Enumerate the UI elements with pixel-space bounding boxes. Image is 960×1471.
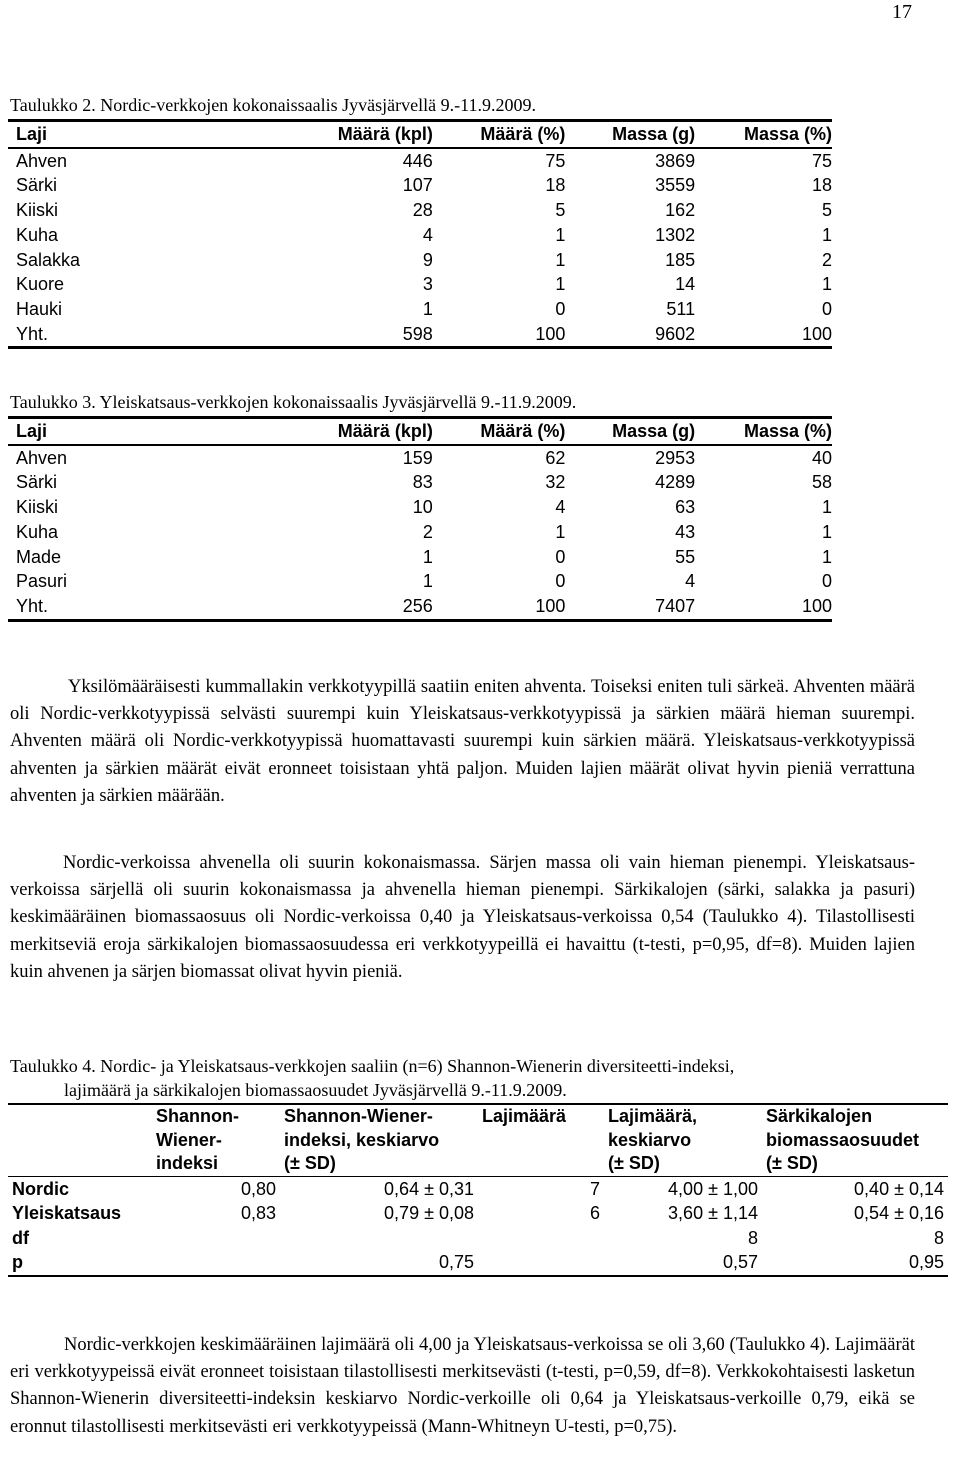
cell: 1: [555, 521, 566, 542]
header-line: indeksi: [156, 1153, 219, 1173]
cell: 100: [535, 595, 566, 616]
cell: 10: [412, 497, 433, 518]
cell: 28: [412, 200, 433, 221]
col-header-maara-kpl: Määrä (kpl): [337, 421, 433, 441]
cell-species: Kiiski: [16, 200, 59, 221]
table4: [8, 1103, 948, 1277]
cell: 3559: [655, 175, 696, 196]
cell: 18: [811, 175, 832, 196]
cell: 55: [675, 546, 696, 567]
col-header-lajimaara-mean: [604, 1104, 762, 1176]
col-header-massa-pct: Massa (%): [743, 421, 832, 441]
cell: 0,40 ± 0,14: [854, 1178, 944, 1199]
cell: 8: [747, 1227, 758, 1248]
cell: 63: [675, 497, 696, 518]
cell: 0: [555, 546, 566, 567]
cell-species: Yht.: [16, 595, 49, 616]
body-paragraph: Yksilömääräisesti kummallakin verkkotyypillä saatiin eniten ahventa. Toiseksi eniten tuli särkeä. Ahventen määrä oli Nordic-verkkotyypissä selvästi suurempi kuin Yleiskatsaus-verkkotyypissä ja särkien määrä hieman suurempi. Ahventen määrä oli Nordic-verkkotyypissä huomattavasti suurempi kuin särkien määrä. Yleiskatsaus-verkkotyypissä ahventen ja särkien määrät eivät eronneet toisistaan yhtä paljon. Muiden lajien määrät olivat hyvin pieniä verrattuna ahventen ja särkien määrään.: [10, 677, 915, 806]
table-row: [8, 173, 832, 198]
cell: 5: [555, 200, 566, 221]
col-header-sarkikalat: [762, 1104, 948, 1176]
cell: 0,54 ± 0,16: [854, 1203, 944, 1223]
table-row: [8, 1201, 948, 1226]
cell: 18: [545, 175, 566, 196]
cell: 6: [589, 1203, 600, 1223]
cell: 1302: [655, 224, 696, 245]
cell: 256: [402, 595, 433, 616]
table3: [8, 416, 832, 622]
table3-caption: Taulukko 3. Yleiskatsaus-verkkojen kokonaissaalis Jyväsjärvellä 9.-11.9.2009.: [10, 392, 577, 412]
table-row: [8, 1250, 948, 1276]
table2-caption: Taulukko 2. Nordic-verkkojen kokonaissaalis Jyväsjärvellä 9.-11.9.2009.: [10, 95, 536, 115]
cell: 9: [422, 249, 433, 270]
cell: 8: [933, 1227, 944, 1248]
cell: 43: [675, 521, 696, 542]
col-header-maara-pct: Määrä (%): [480, 421, 566, 441]
cell: 0: [555, 571, 566, 592]
table-row: [8, 470, 832, 495]
col-header-maara-kpl: Määrä (kpl): [337, 124, 433, 144]
table4-caption-line2: lajimäärä ja särkikalojen biomassaosuudet Jyväsjärvellä 9.-11.9.2009.: [64, 1080, 567, 1100]
row-label: df: [12, 1227, 29, 1248]
cell: 4: [685, 571, 696, 592]
cell: 159: [402, 447, 433, 468]
col-header-massa-g: Massa (g): [612, 124, 696, 144]
cell: 3,60 ± 1,14: [668, 1203, 758, 1223]
cell: 1: [422, 546, 433, 567]
cell: 0,95: [908, 1252, 944, 1272]
cell: 0,75: [438, 1252, 474, 1272]
cell: 185: [665, 249, 696, 270]
header-line: Wiener-: [156, 1129, 222, 1150]
body-paragraph: Nordic-verkkojen keskimääräinen lajimäärä oli 4,00 ja Yleiskatsaus-verkoissa se oli 3,60 (Taulukko 4). Lajimäärät eri verkkotyypeissä eivät eronneet toisistaan tilastollisesti merkitsevästi (t-testi, p=0,59, df=8). Verkkokohtaisesti lasketun Shannon-Wienerin diversiteetti-indeksin keskiarvo Nordic-verkoille oli 0,64 ja Yleiskatsaus-verkoille 0,79, eikä se eronnut tilastollisesti merkitsevästi eri verkkotyypeissä (Mann-Whitneyn U-testi, p=0,75).: [10, 1335, 915, 1437]
cell: 511: [666, 298, 696, 319]
cell: 1: [821, 546, 832, 567]
cell: 2: [821, 249, 832, 270]
col-header-massa-pct: Massa (%): [743, 124, 832, 144]
cell: 5: [821, 200, 832, 221]
header-line: (± SD): [284, 1153, 336, 1173]
cell-species: Salakka: [16, 249, 81, 270]
cell: 100: [801, 323, 832, 344]
cell: [478, 1250, 604, 1276]
table-row: [8, 520, 832, 545]
cell: 162: [665, 200, 696, 221]
cell: 7407: [655, 595, 696, 616]
cell: 0: [821, 298, 832, 319]
table-row: [8, 198, 832, 223]
table4-header-row: [8, 1104, 948, 1176]
cell: 2953: [655, 447, 696, 468]
cell: 2: [422, 521, 433, 542]
cell: 0,80: [240, 1178, 276, 1199]
body-paragraph: Nordic-verkoissa ahvenella oli suurin kokonaismassa. Särjen massa oli vain hieman pienempi. Yleiskatsaus-verkoissa särjellä oli suurin kokonaismassa ja ahvenella hieman pienempi. Särkikalojen (särki, salakka ja pasuri) keskimääräinen biomassaosuus oli Nordic-verkoissa 0,40 ja Yleiskatsaus-verkoissa 0,54 (Taulukko 4). Tilastollisesti merkitseviä eroja särkikalojen biomassaosuudessa eri verkkotyypeillä ei havaittu (t-testi, p=0,95, df=8). Muiden lajien kuin ahvenen ja särjen biomassat olivat hyvin pieniä.: [10, 853, 915, 982]
cell-species: Kuha: [16, 224, 59, 245]
cell: 40: [811, 447, 832, 468]
cell: 4,00 ± 1,00: [668, 1178, 758, 1199]
cell: 3869: [655, 150, 696, 171]
col-header-massa-g: Massa (g): [612, 421, 696, 441]
cell-species: Yht.: [16, 323, 49, 344]
cell: [152, 1226, 280, 1251]
cell: 100: [801, 595, 832, 616]
cell-species: Ahven: [16, 150, 68, 171]
col-header-laji: Laji: [16, 124, 48, 144]
cell: 0: [821, 571, 832, 592]
header-line: Särkikalojen: [766, 1106, 873, 1126]
cell: [152, 1250, 280, 1276]
header-line: Lajimäärä,: [608, 1106, 698, 1126]
cell: 1: [821, 497, 832, 518]
cell: 4: [555, 497, 566, 518]
cell-species: Kuha: [16, 521, 59, 542]
cell-species: Särki: [16, 472, 58, 493]
cell: 0: [555, 298, 566, 319]
cell: 0,83: [240, 1203, 276, 1223]
cell: 100: [535, 323, 566, 344]
header-line: Shannon-: [156, 1106, 239, 1126]
cell: 75: [545, 150, 566, 171]
col-header-shannon-wiener-mean: [280, 1104, 478, 1176]
table-row: [8, 445, 832, 471]
header-line: (± SD): [608, 1153, 660, 1173]
table-row: [8, 272, 832, 297]
header-line: biomassaosuudet: [766, 1129, 920, 1150]
table-row: [8, 1176, 948, 1201]
header-line: Shannon-Wiener-: [284, 1106, 433, 1126]
header-line: (± SD): [766, 1153, 818, 1173]
cell: 1: [422, 298, 433, 319]
cell: 0,57: [722, 1252, 758, 1272]
cell: 14: [675, 274, 696, 295]
cell: 75: [811, 150, 832, 171]
table-row: [8, 223, 832, 248]
cell: 1: [555, 274, 566, 295]
table-row: [8, 569, 832, 594]
cell: 4: [422, 224, 433, 245]
cell: 3: [422, 274, 433, 295]
header-line: keskiarvo: [608, 1129, 692, 1150]
table-total-row: [8, 322, 832, 348]
cell-species: Kiiski: [16, 497, 59, 518]
cell: 32: [545, 472, 566, 493]
table-row: [8, 545, 832, 570]
cell: 9602: [655, 323, 696, 344]
cell: 1: [821, 521, 832, 542]
cell: 0,64 ± 0,31: [384, 1178, 474, 1199]
cell-species: Ahven: [16, 447, 68, 468]
col-header-maara-pct: Määrä (%): [480, 124, 566, 144]
cell-species: Made: [16, 546, 62, 567]
header-line: Lajimäärä: [482, 1106, 567, 1126]
cell: 4289: [655, 472, 696, 493]
cell: 58: [811, 472, 832, 493]
cell: 1: [555, 249, 566, 270]
cell: 1: [821, 274, 832, 295]
row-label: Nordic: [12, 1178, 70, 1199]
col-header-laji: Laji: [16, 421, 48, 441]
cell: 83: [412, 472, 433, 493]
cell: [280, 1226, 478, 1251]
cell: 62: [545, 447, 566, 468]
table2-header-row: [8, 121, 832, 148]
col-header-empty: [8, 1104, 152, 1176]
cell-species: Särki: [16, 175, 58, 196]
cell: 598: [402, 323, 433, 344]
cell: 1: [422, 571, 433, 592]
cell-species: Pasuri: [16, 571, 68, 592]
table-row: [8, 148, 832, 174]
row-label: Yleiskatsaus: [12, 1203, 122, 1223]
cell: 7: [589, 1178, 600, 1199]
table-row: [8, 1226, 948, 1251]
cell: [478, 1226, 604, 1251]
cell: 1: [821, 224, 832, 245]
page-number: 17: [892, 1, 912, 23]
cell-species: Kuore: [16, 274, 65, 295]
cell: 446: [402, 150, 433, 171]
table3-header-row: [8, 418, 832, 445]
table-row: [8, 297, 832, 322]
col-header-shannon-wiener: [152, 1104, 280, 1176]
table-row: [8, 248, 832, 273]
cell-species: Hauki: [16, 298, 63, 319]
cell: 1: [555, 224, 566, 245]
table-row: [8, 495, 832, 520]
table4-caption: Taulukko 4. Nordic- ja Yleiskatsaus-verkkojen saaliin (n=6) Shannon-Wienerin diversiteetti-indeksi,: [10, 1056, 735, 1076]
header-line: indeksi, keskiarvo: [284, 1129, 440, 1150]
cell: 107: [402, 175, 433, 196]
cell: 0,79 ± 0,08: [384, 1203, 474, 1223]
row-label: p: [12, 1252, 23, 1272]
table2: [8, 119, 832, 349]
col-header-lajimaara: [478, 1104, 604, 1176]
table-total-row: [8, 594, 832, 620]
